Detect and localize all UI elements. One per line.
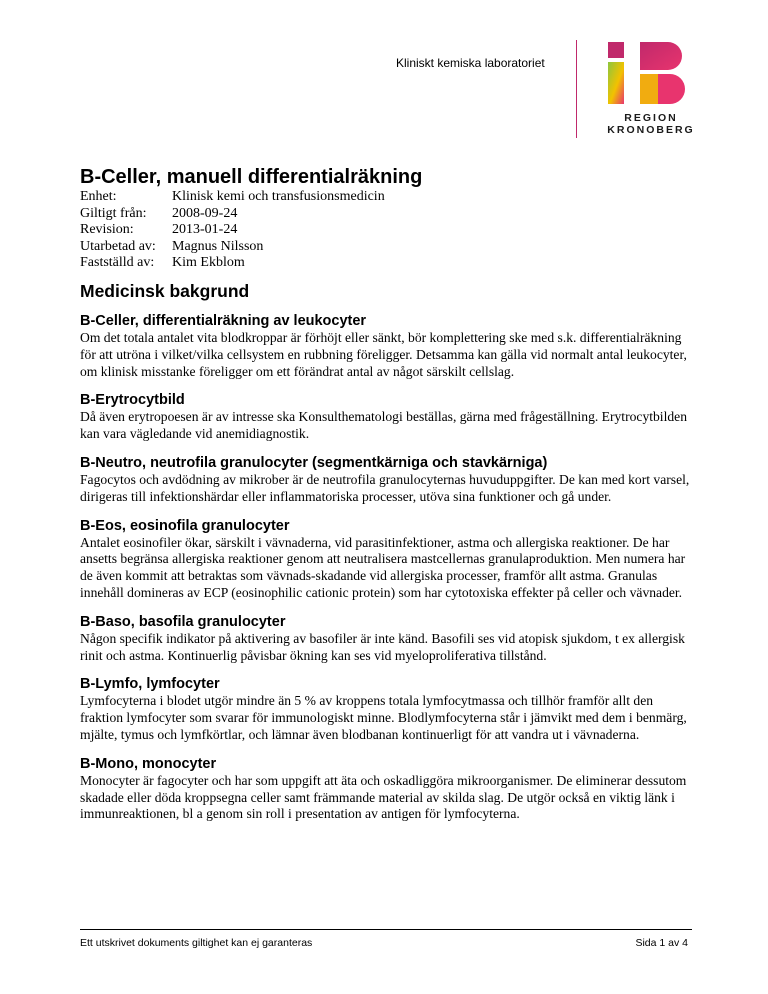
meta-key: Fastställd av:: [80, 255, 155, 270]
section-differential: [80, 312, 692, 380]
logo-line-region: REGION: [624, 112, 678, 124]
subsection-title: B-Erytrocytbild: [80, 392, 185, 409]
meta-value: 2013-01-24: [172, 222, 238, 237]
subsection-text: Någon specifik indikator på aktivering av basofiler är inte känd. Basofili ses vid atopisk sjukdom, t ex allergisk rinit och astma. Kontinuerlig påvisbar ökning kan ses vid myeloproliferativa tillstånd.: [80, 630, 685, 663]
document-metadata: [80, 189, 385, 272]
subsection-title: B-Eos, eosinofila granulocyter: [80, 517, 290, 534]
subsection-text: Antalet eosinofiler ökar, särskilt i vävnaderna, vid parasitinfektioner, astma och allergiska reaktioner. De har ansetts begränsa allergiska reaktioner genom att neutralisera mastcellernas granulaproduktion. Men numera har de även kommit att betraktas som vävnads-skadande vid allergiska processer, framför allt astma. Granulas innehåll domineras av ECP (eosinophilic cationic protein) som har cytotoxiska effekter på celler och vävnader.: [80, 534, 686, 600]
meta-row-unit: [80, 189, 385, 206]
lab-name: Kliniskt kemiska laboratoriet: [396, 56, 545, 70]
subsection-text: Då även erytropoesen är av intresse ska Konsulthematologi beställas, gärna med frågeställning. Erytrocytbilden kan vara vägledande vid anemidiagnostik.: [80, 409, 687, 442]
logo-mark-icon: [608, 42, 694, 104]
meta-value: Klinisk kemi och transfusionsmedicin: [172, 189, 385, 204]
document-title: B-Celler, manuell differentialräkning: [80, 166, 423, 188]
meta-value: 2008-09-24: [172, 205, 238, 221]
logo-wordmark: [596, 112, 706, 136]
region-kronoberg-logo: [596, 42, 706, 138]
section-eosinophils: [80, 517, 692, 602]
main-content: [80, 280, 692, 834]
meta-key: Giltigt från:: [80, 205, 147, 221]
meta-key: Enhet:: [80, 189, 117, 204]
section-basophils: [80, 613, 692, 665]
subsection-title: B-Lymfo, lymfocyter: [80, 676, 220, 693]
subsection-title: B-Celler, differentialräkning av leukocyter: [80, 313, 367, 329]
subsection-text: Lymfocyterna i blodet utgör mindre än 5 % av kroppens totala lymfocytmassa och tillhör framför allt den fraktion lymfocyter som svarar för immunologiskt minne. Blodlymfocyterna står i jämvikt med dem i benmärg, mjälte, tymus och lymfkörtlar, och lämnar även blodbanan kontinuerligt för att vandra ut i vävnaderna.: [80, 693, 687, 742]
page-number: Sida 1 av 4: [635, 937, 688, 949]
meta-row-approved-by: [80, 255, 385, 272]
meta-row-revision: [80, 222, 385, 239]
header-divider: [576, 40, 577, 138]
subsection-text: Om det totala antalet vita blodkroppar är förhöjt eller sänkt, bör komplettering ske med s.k. differentialräkning för att utröna i vilket/vilka cellsystem en rubbning föreligger. Detsamma kan gälla vid normalt antal leukocyter, om klinisk misstanke föreligger om ett förändrat antal av något särskilt cellslag.: [80, 330, 687, 379]
meta-row-author: [80, 239, 385, 256]
meta-value: Magnus Nilsson: [172, 238, 264, 254]
subsection-title: B-Neutro, neutrofila granulocyter (segmentkärniga och stavkärniga): [80, 454, 548, 471]
subsection-text: Fagocytos och avdödning av mikrober är de neutrofila granulocyternas huvuduppgifter. De kan med kort varsel, dirigeras till infektionshärdar eller inflammatoriska processer, utöva sina funktioner och gå under.: [80, 471, 690, 504]
section-monocytes: [80, 755, 692, 823]
meta-row-valid-from: [80, 206, 385, 223]
section-neutrophils: [80, 454, 692, 506]
footer-disclaimer: Ett utskrivet dokuments giltighet kan ej garanteras: [80, 937, 313, 949]
meta-key: Utarbetad av:: [80, 238, 156, 254]
subsection-title: B-Baso, basofila granulocyter: [80, 613, 286, 630]
section-heading: Medicinsk bakgrund: [80, 281, 250, 301]
subsection-text: Monocyter är fagocyter och har som uppgift att äta och oskadliggöra mikroorganismer. De eliminerar dessutom skadade eller döda kroppsegna celler samt främmande material av skilda slag. De utgör också en viktig länk i immunreaktionen, bl a genom sin roll i presentation av antigen för lymfocyterna.: [80, 772, 687, 822]
meta-key: Revision:: [80, 222, 134, 237]
logo-line-kronoberg: KRONOBERG: [607, 124, 695, 136]
section-erythrocyte: [80, 391, 692, 443]
section-lymphocytes: [80, 675, 692, 743]
subsection-title: B-Mono, monocyter: [80, 755, 217, 772]
meta-value: Kim Ekblom: [172, 255, 245, 270]
footer-divider: [80, 929, 692, 930]
